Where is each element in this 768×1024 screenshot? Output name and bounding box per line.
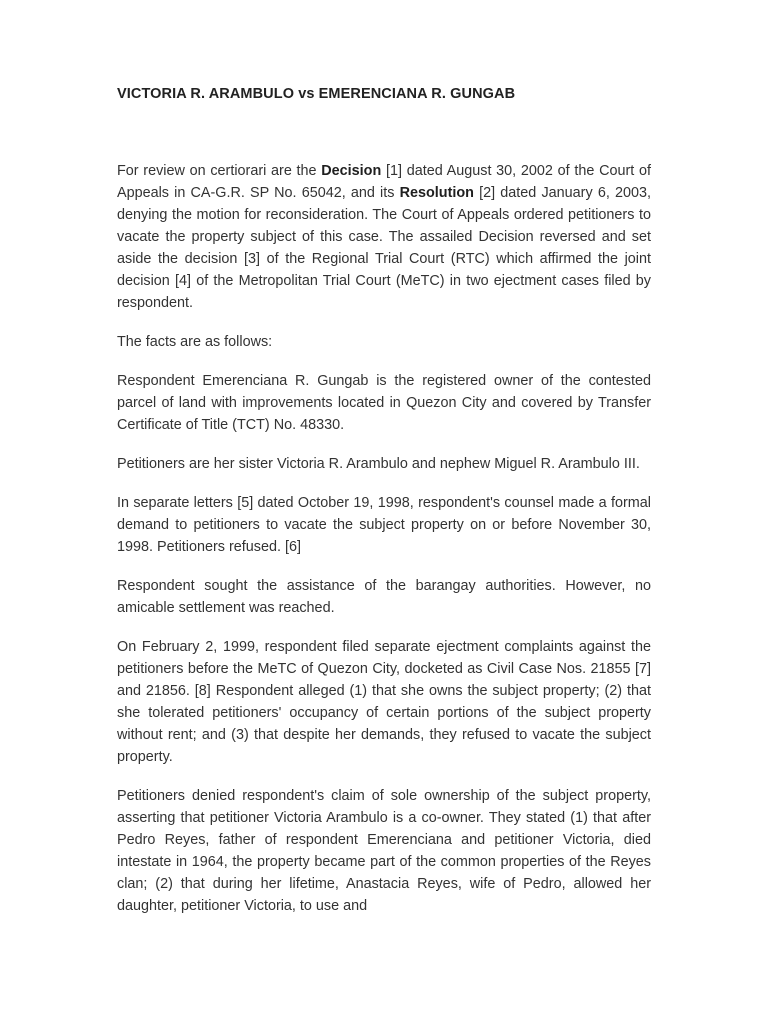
paragraph-denial: Petitioners denied respondent's claim of sole ownership of the subject property, asserting that petitioner Victoria Arambulo is a co-owner. They stated (1) that after Pedro Reyes, father of respondent Emerenciana and petitioner Victoria, died intestate in 1964, the property became part of the common properties of the Reyes clan; (2) that during her lifetime, Anastacia Reyes, wife of Pedro, allowed her daughter, petitioner Victoria, to use and bbox=[117, 788, 651, 914]
paragraph-intro: For review on certiorari are the Decision [1] dated August 30, 2002 of the Court of Appeals in CA-G.R. SP No. 65042, and its Resolution [2] dated January 6, 2003, denying the motion for reconsideration. The Court of Appeals ordered petitioners to vacate the property subject of this case. The assailed Decision reversed and set aside the decision [3] of the Regional Trial Court (RTC) which affirmed the joint decision [4] of the Metropolitan Trial Court (MeTC) in two ejectment cases filed by respondent. bbox=[117, 163, 651, 311]
paragraph-barangay: Respondent sought the assistance of the barangay authorities. However, no amicable settlement was reached. bbox=[117, 578, 651, 616]
paragraph-petitioners: Petitioners are her sister Victoria R. Arambulo and nephew Miguel R. Arambulo III. bbox=[117, 456, 640, 472]
document-body bbox=[117, 160, 651, 934]
document-title: VICTORIA R. ARAMBULO vs EMERENCIANA R. GUNGAB bbox=[117, 86, 516, 102]
paragraph-complaints: On February 2, 1999, respondent filed separate ejectment complaints against the petitioners before the MeTC of Quezon City, docketed as Civil Case Nos. 21855 [7] and 21856. [8] Respondent alleged (1) that she owns the subject property; (2) that she tolerated petitioners' occupancy of certain portions of the subject property without rent; and (3) that despite her demands, they refused to vacate the subject property. bbox=[117, 639, 651, 765]
resolution-term: Resolution bbox=[399, 185, 474, 201]
paragraph-demand-letters: In separate letters [5] dated October 19, 1998, respondent's counsel made a formal demand to petitioners to vacate the subject property on or before November 30, 1998. Petitioners refused. [6] bbox=[117, 495, 651, 555]
decision-term: Decision bbox=[321, 163, 382, 179]
paragraph-facts-heading: The facts are as follows: bbox=[117, 334, 273, 350]
paragraph-respondent: Respondent Emerenciana R. Gungab is the registered owner of the contested parcel of land with improvements located in Quezon City and covered by Transfer Certificate of Title (TCT) No. 48330. bbox=[117, 373, 651, 433]
